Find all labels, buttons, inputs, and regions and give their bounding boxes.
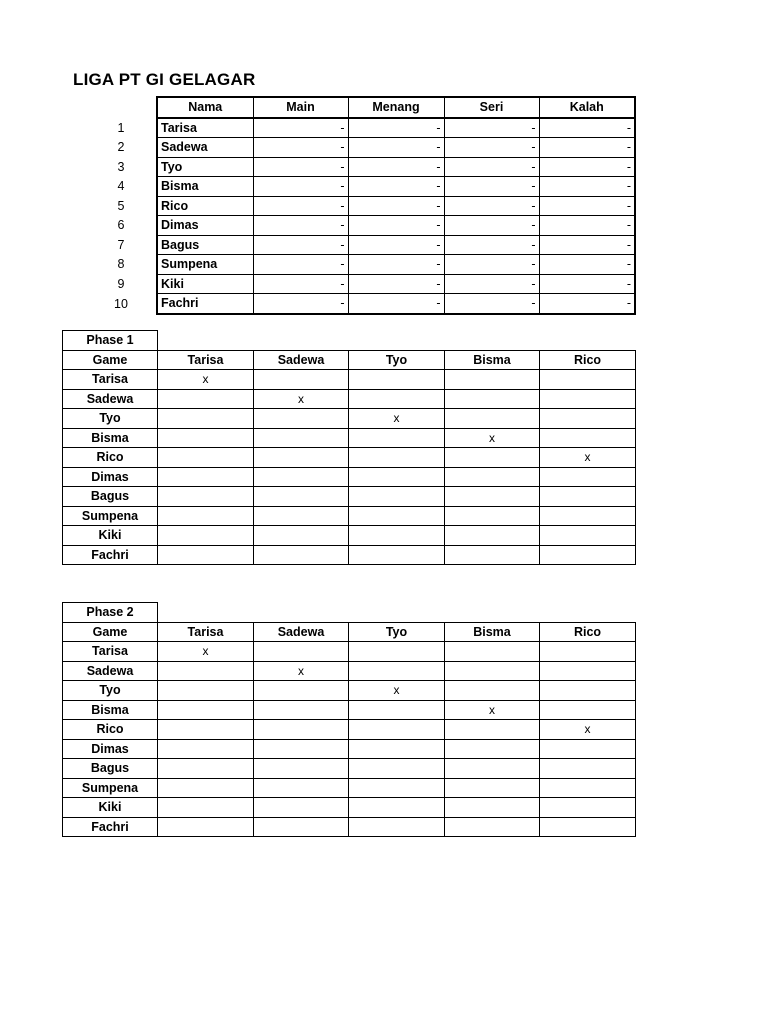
table-row xyxy=(63,448,636,468)
table-row xyxy=(63,700,636,720)
stat-cell-seri[interactable]: - xyxy=(444,274,539,294)
table-row xyxy=(63,526,636,546)
match-cell[interactable] xyxy=(158,389,254,409)
opponent-column-header: Rico xyxy=(540,350,636,370)
standings-row xyxy=(87,294,635,314)
player-row-label: Dimas xyxy=(63,739,158,759)
player-name-cell[interactable]: Kiki xyxy=(157,274,253,294)
player-row-label: Tyo xyxy=(63,409,158,429)
table-row xyxy=(63,798,636,818)
table-row xyxy=(63,661,636,681)
match-cell[interactable] xyxy=(158,409,254,429)
standings-row xyxy=(87,118,635,138)
standings-row xyxy=(87,138,635,158)
opponent-column-header: Bisma xyxy=(445,350,540,370)
match-cell[interactable] xyxy=(254,700,349,720)
standings-table xyxy=(87,96,636,315)
match-cell[interactable] xyxy=(254,526,349,546)
match-cell[interactable] xyxy=(540,428,636,448)
match-cell[interactable] xyxy=(349,545,445,565)
player-row-label: Sumpena xyxy=(63,778,158,798)
phase-1-table xyxy=(62,330,636,565)
table-row xyxy=(63,739,636,759)
stat-cell-menang[interactable]: - xyxy=(348,157,444,177)
match-cell[interactable] xyxy=(445,506,540,526)
opponent-column-header: Bisma xyxy=(445,622,540,642)
stat-cell-menang[interactable]: - xyxy=(348,138,444,158)
stat-cell-main[interactable]: - xyxy=(253,118,348,138)
match-cell[interactable]: x xyxy=(349,681,445,701)
table-row xyxy=(63,428,636,448)
column-header-kalah: Kalah xyxy=(539,97,635,118)
match-cell[interactable] xyxy=(349,642,445,662)
match-cell[interactable] xyxy=(445,545,540,565)
opponent-column-header: Tarisa xyxy=(158,622,254,642)
stat-cell-kalah[interactable]: - xyxy=(539,157,635,177)
opponent-column-header: Rico xyxy=(540,622,636,642)
player-row-label: Kiki xyxy=(63,526,158,546)
row-number: 4 xyxy=(117,179,125,194)
player-row-label: Sadewa xyxy=(63,389,158,409)
opponent-column-header: Tyo xyxy=(349,350,445,370)
match-cell[interactable]: x xyxy=(158,642,254,662)
standings-header-row xyxy=(87,97,635,118)
match-cell[interactable] xyxy=(445,778,540,798)
table-row xyxy=(63,545,636,565)
match-cell[interactable] xyxy=(540,798,636,818)
match-cell[interactable] xyxy=(445,642,540,662)
match-cell[interactable] xyxy=(349,661,445,681)
stat-cell-kalah[interactable]: - xyxy=(539,118,635,138)
column-header-menang: Menang xyxy=(348,97,444,118)
stat-cell-kalah[interactable]: - xyxy=(539,255,635,275)
match-cell[interactable] xyxy=(254,778,349,798)
match-cell[interactable] xyxy=(254,448,349,468)
phase-header-row xyxy=(63,350,636,370)
match-cell[interactable] xyxy=(158,487,254,507)
match-cell[interactable]: x xyxy=(254,389,349,409)
column-header-nama: Nama xyxy=(157,97,253,118)
stat-cell-kalah[interactable]: - xyxy=(539,138,635,158)
match-cell[interactable] xyxy=(349,506,445,526)
match-cell[interactable] xyxy=(158,739,254,759)
phase-label-row xyxy=(63,603,636,623)
table-row xyxy=(63,642,636,662)
table-row xyxy=(63,778,636,798)
match-cell[interactable] xyxy=(540,759,636,779)
player-row-label: Tyo xyxy=(63,681,158,701)
player-row-label: Tarisa xyxy=(63,642,158,662)
match-cell[interactable]: x xyxy=(254,661,349,681)
stat-cell-seri[interactable]: - xyxy=(444,216,539,236)
match-cell[interactable] xyxy=(349,700,445,720)
stat-cell-kalah[interactable]: - xyxy=(539,274,635,294)
match-cell[interactable] xyxy=(254,759,349,779)
match-cell[interactable]: x xyxy=(158,370,254,390)
table-row xyxy=(63,720,636,740)
stat-cell-seri[interactable]: - xyxy=(444,294,539,314)
stat-cell-seri[interactable]: - xyxy=(444,138,539,158)
opponent-column-header: Sadewa xyxy=(254,622,349,642)
stat-cell-seri[interactable]: - xyxy=(444,196,539,216)
game-corner-header: Game xyxy=(63,622,158,642)
table-row xyxy=(63,409,636,429)
match-cell[interactable] xyxy=(540,700,636,720)
table-row xyxy=(63,759,636,779)
match-cell[interactable] xyxy=(349,389,445,409)
stat-cell-menang[interactable]: - xyxy=(348,196,444,216)
match-cell[interactable] xyxy=(254,487,349,507)
row-number: 9 xyxy=(117,276,125,291)
stat-cell-kalah[interactable]: - xyxy=(539,216,635,236)
match-cell[interactable] xyxy=(540,545,636,565)
player-row-label: Kiki xyxy=(63,798,158,818)
table-row xyxy=(63,681,636,701)
table-row xyxy=(63,506,636,526)
match-cell[interactable] xyxy=(254,545,349,565)
row-number: 2 xyxy=(117,140,125,155)
standings-row xyxy=(87,177,635,197)
match-cell[interactable] xyxy=(349,428,445,448)
stat-cell-menang[interactable]: - xyxy=(348,118,444,138)
stat-cell-seri[interactable]: - xyxy=(444,157,539,177)
row-number: 6 xyxy=(117,218,125,233)
match-cell[interactable] xyxy=(445,370,540,390)
stat-cell-main[interactable]: - xyxy=(253,157,348,177)
match-cell[interactable] xyxy=(158,700,254,720)
match-cell[interactable]: x xyxy=(445,700,540,720)
standings-row xyxy=(87,235,635,255)
match-cell[interactable] xyxy=(445,487,540,507)
phase-label: Phase 1 xyxy=(63,331,158,351)
match-cell[interactable] xyxy=(158,661,254,681)
match-cell[interactable] xyxy=(540,661,636,681)
match-cell[interactable] xyxy=(158,467,254,487)
player-row-label: Bisma xyxy=(63,428,158,448)
stat-cell-kalah[interactable]: - xyxy=(539,196,635,216)
match-cell[interactable] xyxy=(349,759,445,779)
table-row xyxy=(63,487,636,507)
match-cell[interactable] xyxy=(254,370,349,390)
match-cell[interactable] xyxy=(158,778,254,798)
column-header-seri: Seri xyxy=(444,97,539,118)
row-number: 3 xyxy=(117,159,125,174)
stat-cell-menang[interactable]: - xyxy=(348,177,444,197)
stat-cell-menang[interactable]: - xyxy=(348,235,444,255)
standings-row xyxy=(87,216,635,236)
table-row xyxy=(63,817,636,837)
match-cell[interactable] xyxy=(445,389,540,409)
player-row-label: Bagus xyxy=(63,759,158,779)
match-cell[interactable] xyxy=(540,467,636,487)
match-cell[interactable] xyxy=(158,720,254,740)
match-cell[interactable] xyxy=(445,467,540,487)
stat-cell-main[interactable]: - xyxy=(253,138,348,158)
match-cell[interactable]: x xyxy=(540,448,636,468)
match-cell[interactable]: x xyxy=(349,409,445,429)
match-cell[interactable] xyxy=(349,720,445,740)
phase-header-row xyxy=(63,622,636,642)
match-cell[interactable] xyxy=(254,409,349,429)
match-cell[interactable] xyxy=(540,778,636,798)
player-name-cell[interactable]: Dimas xyxy=(157,216,253,236)
stat-cell-main[interactable]: - xyxy=(253,274,348,294)
match-cell[interactable] xyxy=(158,506,254,526)
match-cell[interactable] xyxy=(540,389,636,409)
match-cell[interactable] xyxy=(158,681,254,701)
match-cell[interactable] xyxy=(349,817,445,837)
match-cell[interactable] xyxy=(540,370,636,390)
match-cell[interactable] xyxy=(254,642,349,662)
match-cell[interactable] xyxy=(540,681,636,701)
match-cell[interactable] xyxy=(349,467,445,487)
match-cell[interactable] xyxy=(158,428,254,448)
match-cell[interactable] xyxy=(254,739,349,759)
row-number: 10 xyxy=(114,296,128,311)
match-cell[interactable] xyxy=(349,487,445,507)
player-row-label: Dimas xyxy=(63,467,158,487)
page-title: LIGA PT GI GELAGAR xyxy=(73,70,256,89)
phase-label-row xyxy=(63,331,636,351)
stat-cell-kalah[interactable]: - xyxy=(539,177,635,197)
standings-row xyxy=(87,255,635,275)
stat-cell-menang[interactable]: - xyxy=(348,255,444,275)
match-cell[interactable] xyxy=(158,545,254,565)
stat-cell-seri[interactable]: - xyxy=(444,118,539,138)
row-number: 8 xyxy=(117,257,125,272)
player-row-label: Rico xyxy=(63,448,158,468)
opponent-column-header: Tarisa xyxy=(158,350,254,370)
match-cell[interactable] xyxy=(540,642,636,662)
match-cell[interactable] xyxy=(349,798,445,818)
player-row-label: Fachri xyxy=(63,545,158,565)
match-cell[interactable] xyxy=(540,506,636,526)
player-name-cell[interactable]: Bisma xyxy=(157,177,253,197)
player-name-cell[interactable]: Fachri xyxy=(157,294,253,314)
match-cell[interactable] xyxy=(254,467,349,487)
match-cell[interactable] xyxy=(540,739,636,759)
match-cell[interactable] xyxy=(158,526,254,546)
match-cell[interactable] xyxy=(445,759,540,779)
stat-cell-kalah[interactable]: - xyxy=(539,294,635,314)
table-row xyxy=(63,370,636,390)
match-cell[interactable] xyxy=(158,817,254,837)
standings-row xyxy=(87,157,635,177)
match-cell[interactable] xyxy=(254,506,349,526)
match-cell[interactable] xyxy=(445,661,540,681)
match-cell[interactable] xyxy=(349,778,445,798)
stat-cell-main[interactable]: - xyxy=(253,196,348,216)
stat-cell-main[interactable]: - xyxy=(253,255,348,275)
match-cell[interactable] xyxy=(445,409,540,429)
match-cell[interactable] xyxy=(158,448,254,468)
player-name-cell[interactable]: Tyo xyxy=(157,157,253,177)
match-cell[interactable] xyxy=(254,798,349,818)
table-row xyxy=(63,467,636,487)
match-cell[interactable] xyxy=(445,448,540,468)
match-cell[interactable] xyxy=(445,526,540,546)
match-cell[interactable] xyxy=(540,487,636,507)
match-cell[interactable] xyxy=(349,448,445,468)
stat-cell-seri[interactable]: - xyxy=(444,177,539,197)
match-cell[interactable] xyxy=(445,720,540,740)
stat-cell-main[interactable]: - xyxy=(253,294,348,314)
player-row-label: Rico xyxy=(63,720,158,740)
player-row-label: Sadewa xyxy=(63,661,158,681)
match-cell[interactable] xyxy=(540,526,636,546)
stat-cell-menang[interactable]: - xyxy=(348,274,444,294)
match-cell[interactable] xyxy=(254,817,349,837)
match-cell[interactable] xyxy=(158,798,254,818)
player-name-cell[interactable]: Sumpena xyxy=(157,255,253,275)
stat-cell-menang[interactable]: - xyxy=(348,294,444,314)
player-name-cell[interactable]: Bagus xyxy=(157,235,253,255)
opponent-column-header: Sadewa xyxy=(254,350,349,370)
player-row-label: Fachri xyxy=(63,817,158,837)
player-row-label: Sumpena xyxy=(63,506,158,526)
stat-cell-main[interactable]: - xyxy=(253,177,348,197)
player-row-label: Bisma xyxy=(63,700,158,720)
match-cell[interactable] xyxy=(445,817,540,837)
row-number: 1 xyxy=(117,120,125,135)
opponent-column-header: Tyo xyxy=(349,622,445,642)
stat-cell-menang[interactable]: - xyxy=(348,216,444,236)
match-cell[interactable] xyxy=(158,759,254,779)
match-cell[interactable]: x xyxy=(445,428,540,448)
player-row-label: Tarisa xyxy=(63,370,158,390)
match-cell[interactable] xyxy=(254,720,349,740)
stat-cell-seri[interactable]: - xyxy=(444,235,539,255)
match-cell[interactable]: x xyxy=(540,720,636,740)
stat-cell-kalah[interactable]: - xyxy=(539,235,635,255)
row-number: 5 xyxy=(117,198,125,213)
player-name-cell[interactable]: Tarisa xyxy=(157,118,253,138)
match-cell[interactable] xyxy=(254,428,349,448)
match-cell[interactable] xyxy=(349,526,445,546)
match-cell[interactable] xyxy=(254,681,349,701)
standings-row xyxy=(87,196,635,216)
table-row xyxy=(63,389,636,409)
stat-cell-seri[interactable]: - xyxy=(444,255,539,275)
match-cell[interactable] xyxy=(349,739,445,759)
player-name-cell[interactable]: Sadewa xyxy=(157,138,253,158)
standings-row xyxy=(87,274,635,294)
match-cell[interactable] xyxy=(445,798,540,818)
match-cell[interactable] xyxy=(445,739,540,759)
match-cell[interactable] xyxy=(349,370,445,390)
match-cell[interactable] xyxy=(540,409,636,429)
stat-cell-main[interactable]: - xyxy=(253,216,348,236)
phase-2-table xyxy=(62,602,636,837)
game-corner-header: Game xyxy=(63,350,158,370)
match-cell[interactable] xyxy=(445,681,540,701)
phase-label: Phase 2 xyxy=(63,603,158,623)
column-header-main: Main xyxy=(253,97,348,118)
stat-cell-main[interactable]: - xyxy=(253,235,348,255)
player-row-label: Bagus xyxy=(63,487,158,507)
row-number: 7 xyxy=(117,237,125,252)
player-name-cell[interactable]: Rico xyxy=(157,196,253,216)
match-cell[interactable] xyxy=(540,817,636,837)
